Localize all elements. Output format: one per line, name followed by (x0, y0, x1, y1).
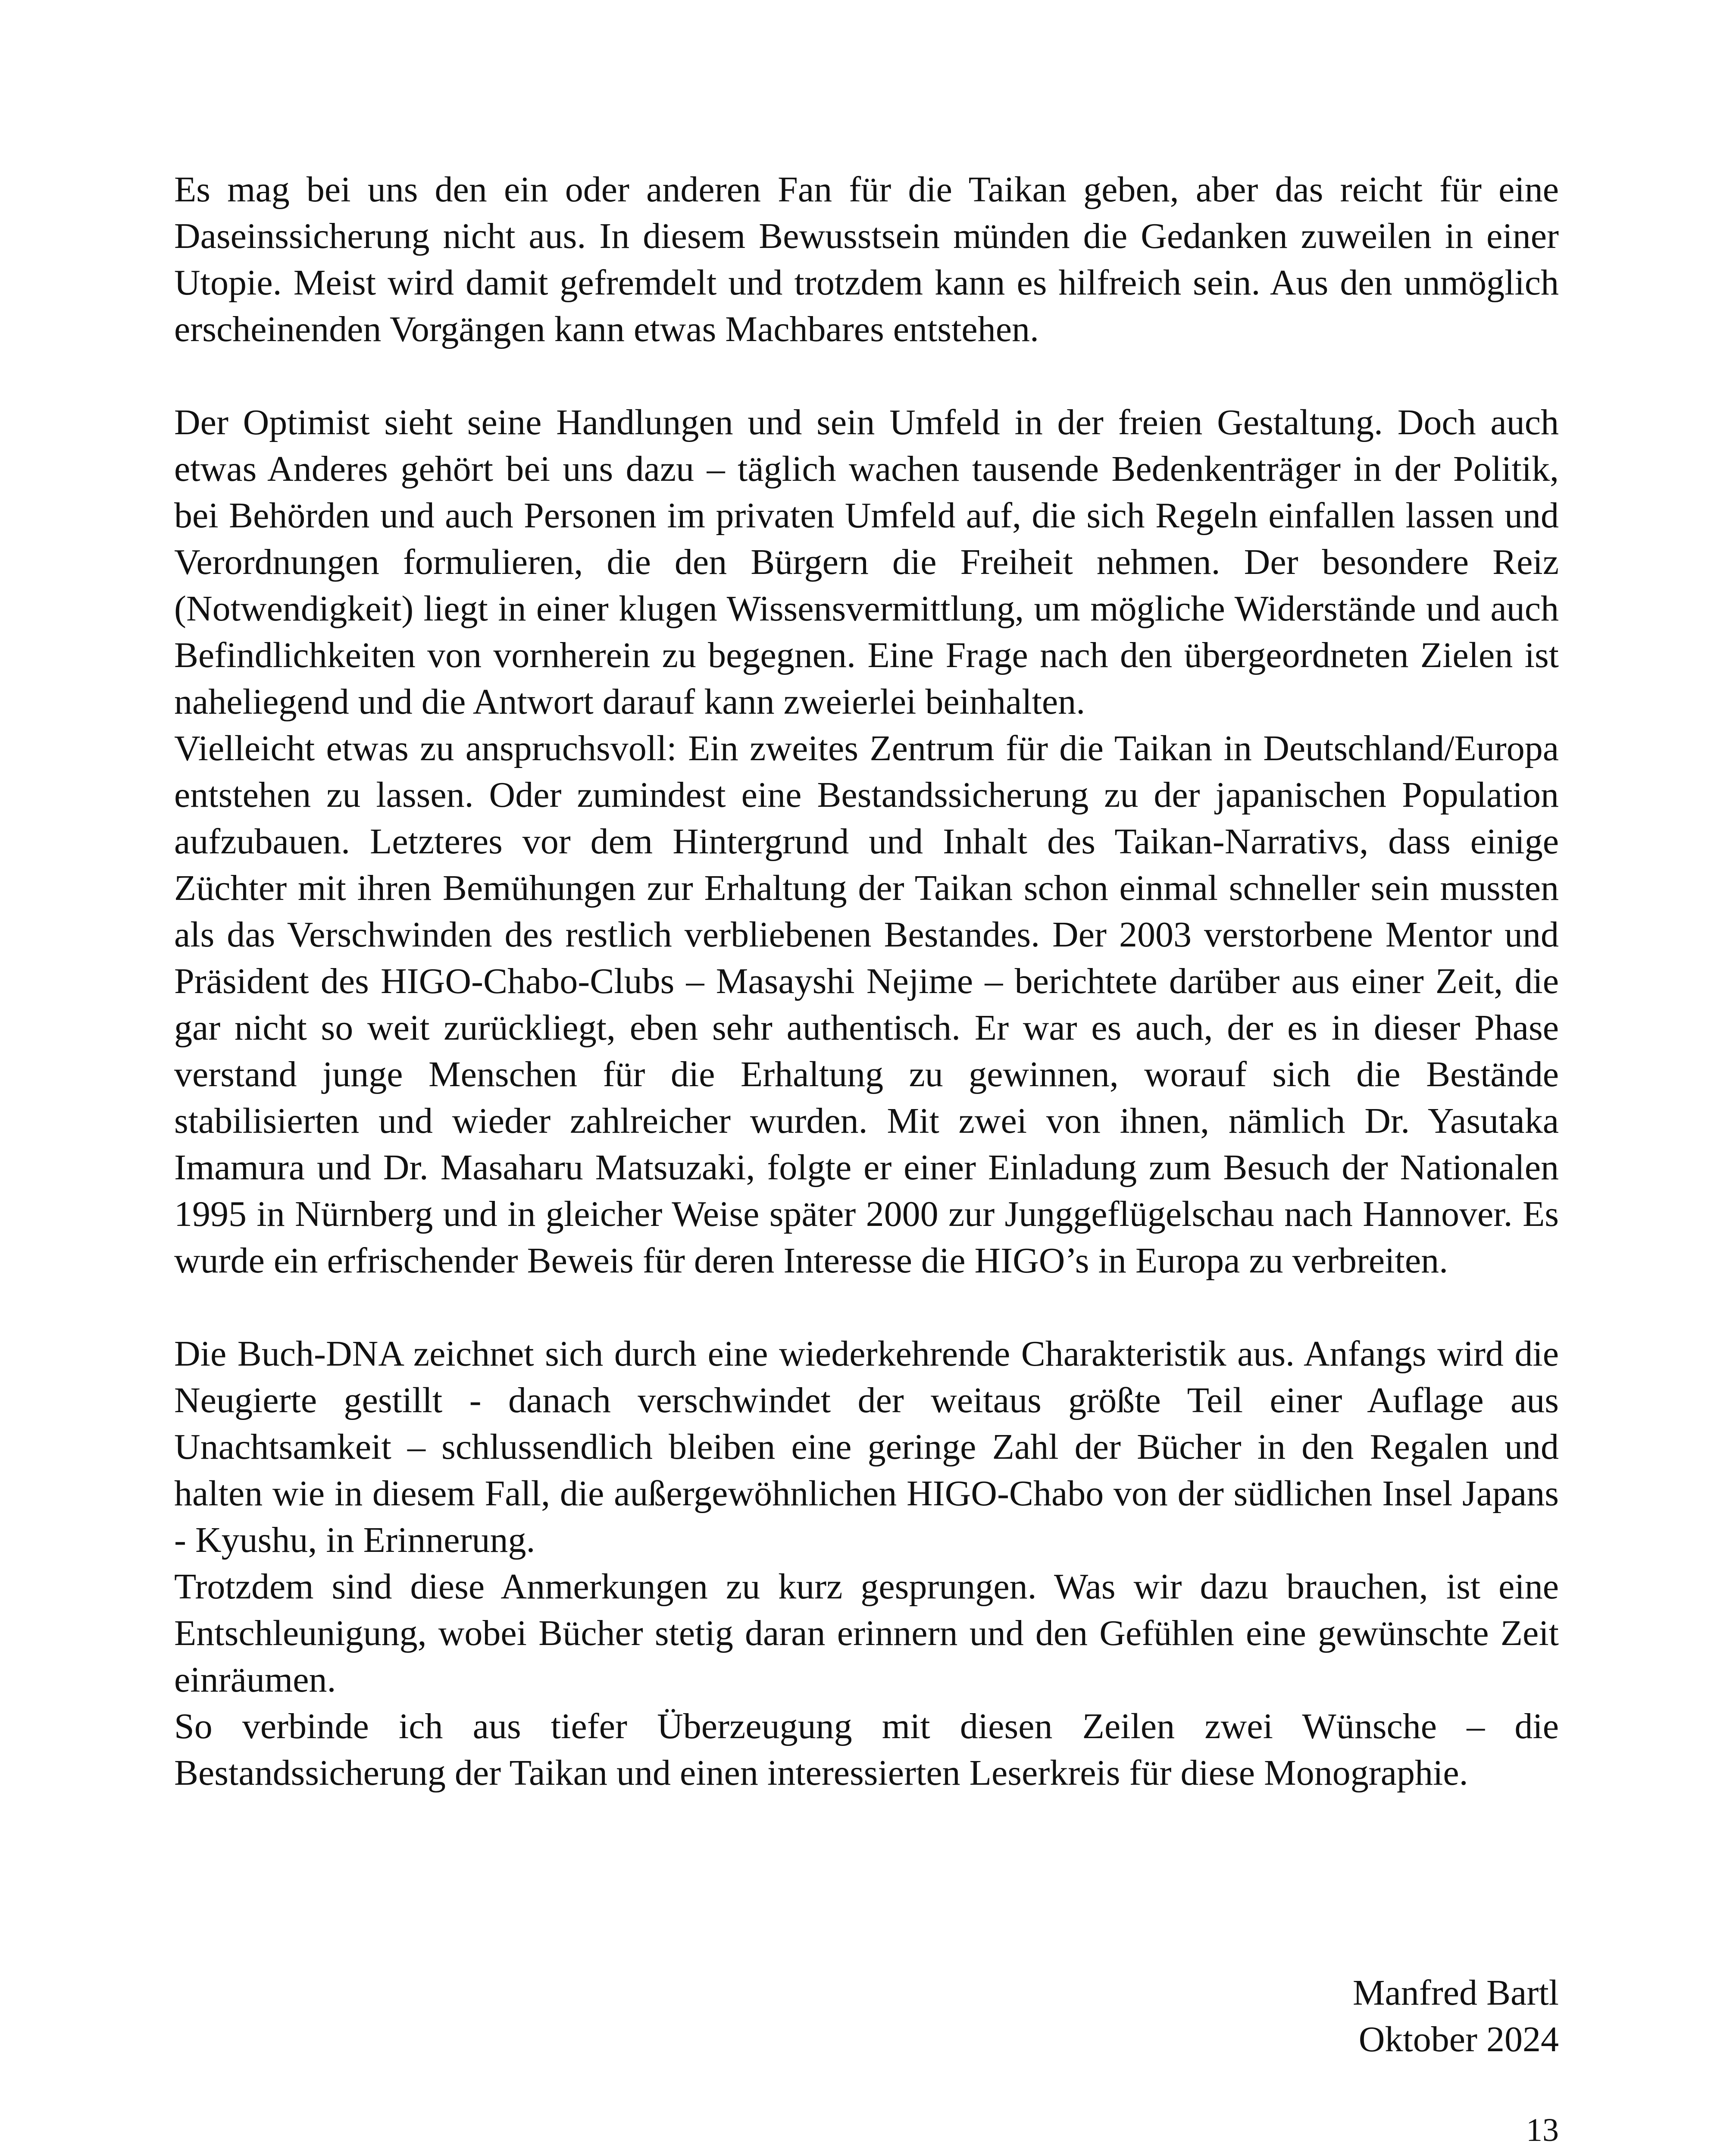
page-number: 13 (1526, 2112, 1559, 2148)
paragraph: So verbinde ich aus tiefer Überzeugung mit diesen Zeilen zwei Wünsche – die Bestandssicherung der Taikan und einen interessierten Leserkreis für diese Monographie. (174, 1706, 1559, 1793)
paragraph: Es mag bei uns den ein oder anderen Fan für die Taikan geben, aber das reicht für eine Daseinssicherung nicht aus. In diesem Bewusstsein münden die Gedanken zuweilen in einer Utopie. Meist wird damit gefremdelt und trotzdem kann es hilfreich sein. Aus den unmöglich erscheinenden Vorgängen kann etwas Machbares entstehen. (174, 169, 1559, 349)
paragraph: Der Optimist sieht seine Handlungen und sein Umfeld in der freien Gestaltung. Doch auch etwas Anderes gehört bei uns dazu – täglich wachen tausende Bedenkenträger in der Politik, bei Behörden und auch Personen im privaten Umfeld auf, die sich Regeln einfallen lassen und Verordnungen formulieren, die den Bürgern die Freiheit nehmen. Der besondere Reiz (Notwendigkeit) liegt in einer klugen Wissensvermittlung, um mögliche Widerstände und auch Befindlichkeiten von vornherein zu begegnen. Eine Frage nach den übergeordneten Zielen ist naheliegend und die Antwort darauf kann zweierlei beinhalten. (174, 402, 1559, 722)
paragraph-gap (174, 1284, 1559, 1331)
paragraph: Trotzdem sind diese Anmerkungen zu kurz gesprungen. Was wir dazu brauchen, ist eine Entschleunigung, wobei Bücher stetig daran erinnern und den Gefühlen eine gewünschte Zeit einräumen. (174, 1567, 1559, 1700)
signature-date: Oktober 2024 (1358, 2019, 1559, 2059)
paragraph: Die Buch-DNA zeichnet sich durch eine wiederkehrende Charakteristik aus. Anfangs wird die Neugierte gestillt - danach verschwindet der weitaus größte Teil einer Auflage aus Unachtsamkeit – schlussendlich bleiben eine geringe Zahl der Bücher in den Regalen und halten wie in diesem Fall, die außergewöhnlichen HIGO-Chabo von der südlichen Insel Japans - Kyushu, in Erinnerung. (174, 1334, 1559, 1560)
signature-block (1353, 1970, 1559, 2063)
author-name: Manfred Bartl (1352, 1973, 1559, 2013)
body-text (174, 166, 1559, 1796)
paragraph-gap (174, 353, 1559, 399)
paragraph: Vielleicht etwas zu anspruchsvoll: Ein zweites Zentrum für die Taikan in Deutschland/Europa entstehen zu lassen. Oder zumindest eine Bestandssicherung zu der japanischen Population aufzubauen. Letzteres vor dem Hintergrund und Inhalt des Taikan-Narrativs, dass einige Züchter mit ihren Bemühungen zur Erhaltung der Taikan schon einmal schneller sein mussten als das Verschwinden des restlich verbliebenen Bestandes. Der 2003 verstorbene Mentor und Präsident des HIGO-Chabo-Clubs – Masayshi Nejime – berichtete darüber aus einer Zeit, die gar nicht so weit zurückliegt, eben sehr authentisch. Er war es auch, der es in dieser Phase verstand junge Menschen für die Erhaltung zu gewinnen, worauf sich die Bestände stabilisierten und wieder zahlreicher wurden. Mit zwei von ihnen, nämlich Dr. Yasutaka Imamura und Dr. Masaharu Matsuzaki, folgte er einer Einladung zum Besuch der Nationalen 1995 in Nürnberg und in gleicher Weise später 2000 zur Junggeflügelschau nach Hannover. Es wurde ein erfrischender Beweis für deren Interesse die HIGO’s in Europa zu verbreiten. (174, 728, 1559, 1281)
